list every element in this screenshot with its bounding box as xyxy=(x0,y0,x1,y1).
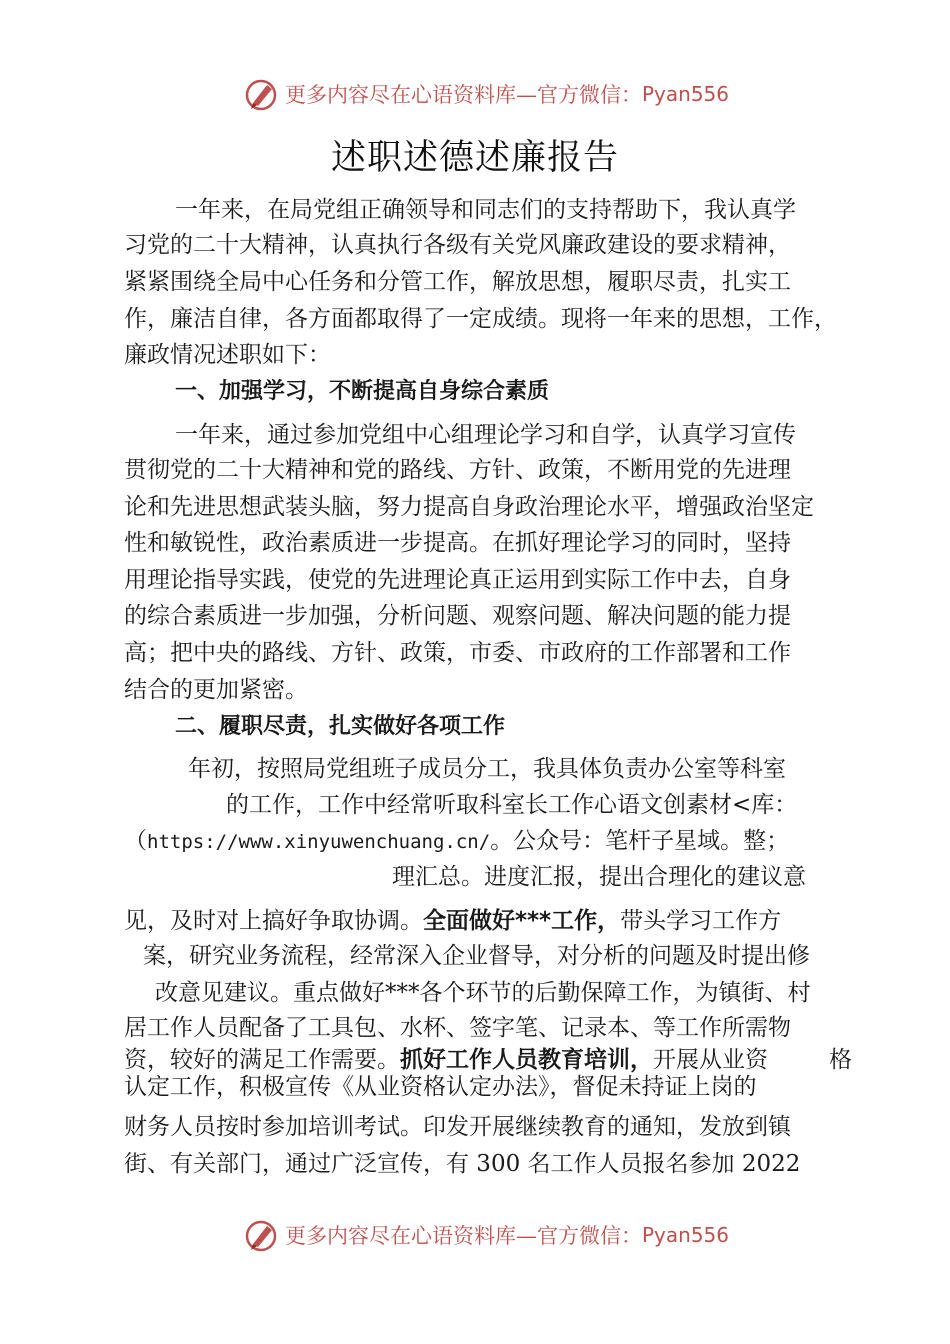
watermark-text: 更多内容尽在心语资料库—官方微信： xyxy=(285,1224,642,1248)
p1-line-4: 作，廉洁自律，各方面都取得了一定成绩。现将一年来的思想，工作， xyxy=(124,306,837,332)
p2-line-7: 高；把中央的路线、方针、政策，市委、市政府的工作部署和工作 xyxy=(124,640,791,666)
p3-line-5-c: 带头学习工作方 xyxy=(620,908,782,934)
p3-line-1: 年初，按照局党组班子成员分工，我具体负责办公室等科室 xyxy=(188,756,786,782)
p3-line-7: 改意见建议。重点做好***各个环节的后勤保障工作，为镇街、村 xyxy=(155,980,811,1006)
watermark-text: 更多内容尽在心语资料库—官方微信： xyxy=(285,83,642,107)
website-url: https://www.xinyuwenchuang.cn/ xyxy=(147,831,491,853)
p2-line-8: 结合的更加紧密。 xyxy=(124,677,308,703)
p3-line-3-rest: 。公众号：笔杆子星域。整； xyxy=(490,828,790,854)
watermark-wechat-id: Pyan556 xyxy=(642,1223,730,1247)
p3-line-9-d: 格 xyxy=(829,1047,852,1073)
watermark-top xyxy=(245,76,729,112)
watermark-wechat-id: Pyan556 xyxy=(642,82,730,106)
p3-line-10: 认定工作，积极宣传《从业资格认定办法》，督促未持证上岗的 xyxy=(124,1074,757,1100)
p3-paren: （ xyxy=(124,828,147,854)
p3-line-4: 理汇总。进度汇报，提出合理化的建议意 xyxy=(392,864,806,890)
page-title: 述职述德述廉报告 xyxy=(330,138,619,178)
p1-line-1: 一年来，在局党组正确领导和同志们的支持帮助下，我认真学 xyxy=(175,197,796,223)
p2-line-2: 贯彻党的二十大精神和党的路线、方针、政策，不断用党的先进理 xyxy=(124,457,791,483)
p3-bold-2: 抓好工作人员教育培训， xyxy=(400,1047,653,1073)
heading-2: 二、履职尽责，扎实做好各项工作 xyxy=(175,714,506,739)
p3-line-5-a: 见，及时对上搞好争取协调。 xyxy=(124,908,423,934)
p2-line-3: 论和先进思想武装头脑，努力提高自身政治理论水平，增强政治坚定 xyxy=(124,494,814,520)
p1-line-3: 紧紧围绕全局中心任务和分管工作，解放思想，履职尽责，扎实工 xyxy=(124,269,791,295)
p3-line-5 xyxy=(124,906,781,936)
p2-line-4: 性和敏锐性，政治素质进一步提高。在抓好理论学习的同时，坚持 xyxy=(124,530,791,556)
p3-line-6: 案，研究业务流程，经常深入企业督导，对分析的问题及时提出修 xyxy=(143,943,810,969)
p2-line-5: 用理论指导实践，使党的先进理论真正运用到实际工作中去，自身 xyxy=(124,567,791,593)
watermark-bottom xyxy=(245,1217,729,1253)
p1-line-2: 习党的二十大精神，认真执行各级有关党风廉政建设的要求精神， xyxy=(124,232,791,258)
p3-line-8: 居工作人员配备了工具包、水杯、签字笔、记录本、等工作所需物 xyxy=(124,1015,791,1041)
p3-line-9 xyxy=(124,1045,852,1075)
p3-line-2: 的工作，工作中经常听取科室长工作心语文创素材<库： xyxy=(226,792,798,818)
p3-bold-1: 全面做好***工作， xyxy=(423,908,621,934)
p3-line-12: 街、有关部门，通过广泛宣传，有 300 名工作人员报名参加 2022 xyxy=(124,1151,801,1177)
heading-1: 一、加强学习，不断提高自身综合素质 xyxy=(175,379,550,404)
p3-line-11: 财务人员按时参加培训考试。印发开展继续教育的通知，发放到镇 xyxy=(124,1114,791,1140)
p3-line-9-a: 资，较好的满足工作需要。 xyxy=(124,1047,400,1073)
p3-line-9-c: 开展从业资 xyxy=(653,1047,768,1073)
pen-logo-icon xyxy=(245,77,279,111)
p1-line-5: 廉政情况述职如下： xyxy=(124,342,331,368)
p3-line-3 xyxy=(124,826,789,857)
pen-logo-icon xyxy=(245,1218,279,1252)
p2-line-6: 的综合素质进一步加强，分析问题、观察问题、解决问题的能力提 xyxy=(124,603,791,629)
p2-line-1: 一年来，通过参加党组中心组理论学习和自学，认真学习宣传 xyxy=(175,422,796,448)
